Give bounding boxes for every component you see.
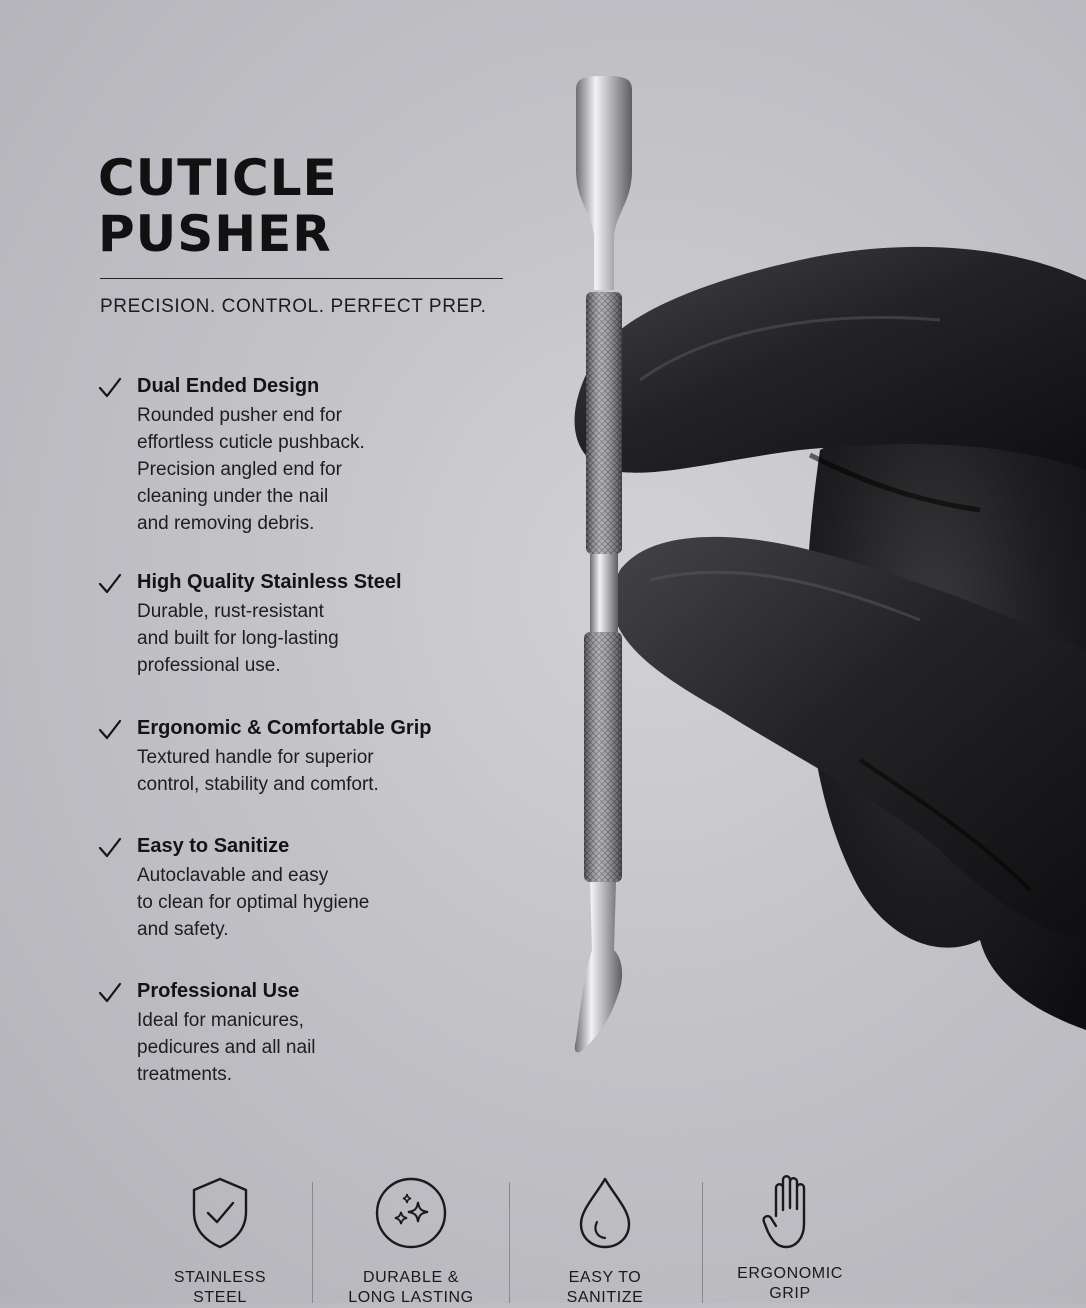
feature-title: Ergonomic & Comfortable Grip: [137, 717, 432, 739]
feature-line: control, stability and comfort.: [137, 774, 379, 795]
badge-label-line: STEEL: [193, 1289, 247, 1306]
feature-professional-use: [98, 979, 518, 1088]
feature-stainless-steel: [98, 570, 518, 679]
badge-label-line: EASY TO: [568, 1269, 642, 1286]
feature-description: [137, 402, 518, 537]
feature-line: and built for long-lasting: [137, 628, 339, 649]
tagline: PRECISION. CONTROL. PERFECT PREP.: [100, 296, 487, 317]
badge-divider: [312, 1182, 313, 1303]
title-divider: [100, 278, 503, 279]
feature-description: [137, 744, 518, 798]
badge-ergonomic-grip: [720, 1172, 860, 1304]
product-title-line-2: PUSHER: [98, 205, 332, 263]
feature-line: and safety.: [137, 919, 229, 940]
product-title: [98, 150, 338, 262]
badge-durable: [330, 1176, 492, 1308]
badge-stainless-steel: [150, 1176, 290, 1308]
feature-line: Precision angled end for: [137, 459, 342, 480]
product-title-line-1: CUTICLE: [98, 149, 338, 207]
badge-label: [330, 1268, 492, 1308]
feature-description: [137, 1007, 518, 1088]
feature-line: Rounded pusher end for: [137, 405, 342, 426]
feature-line: cleaning under the nail: [137, 486, 329, 507]
badge-label-line: SANITIZE: [566, 1289, 644, 1306]
check-icon: [98, 376, 122, 400]
feature-title: Easy to Sanitize: [137, 835, 290, 857]
badge-divider: [509, 1182, 510, 1303]
shield-check-icon: [190, 1176, 250, 1250]
feature-easy-sanitize: [98, 834, 518, 943]
check-icon: [98, 572, 122, 596]
feature-line: Autoclavable and easy: [137, 865, 329, 886]
feature-line: and removing debris.: [137, 513, 315, 534]
feature-line: Textured handle for superior: [137, 747, 374, 768]
droplet-icon: [577, 1176, 633, 1250]
badge-label: [720, 1264, 860, 1304]
feature-line: professional use.: [137, 655, 281, 676]
feature-line: treatments.: [137, 1064, 233, 1085]
check-icon: [98, 836, 122, 860]
feature-title: Dual Ended Design: [137, 375, 320, 397]
badge-label-line: ERGONOMIC: [737, 1265, 843, 1282]
feature-line: Ideal for manicures,: [137, 1010, 304, 1031]
badge-label-line: GRIP: [769, 1285, 811, 1302]
feature-description: [137, 862, 518, 943]
feature-ergonomic-grip: [98, 716, 518, 798]
feature-title: Professional Use: [137, 980, 300, 1002]
check-icon: [98, 718, 122, 742]
feature-line: effortless cuticle pushback.: [137, 432, 365, 453]
feature-line: to clean for optimal hygiene: [137, 892, 370, 913]
badge-label-line: LONG LASTING: [348, 1289, 474, 1306]
cuticle-pusher-image: [560, 70, 650, 1060]
badge-label: [150, 1268, 290, 1308]
feature-title: High Quality Stainless Steel: [137, 571, 402, 593]
badge-label-line: DURABLE &: [362, 1269, 460, 1286]
badge-easy-sanitize: [540, 1176, 670, 1308]
badge-divider: [702, 1182, 703, 1303]
benefit-badges: [0, 1170, 1086, 1306]
check-icon: [98, 981, 122, 1005]
feature-line: Durable, rust-resistant: [137, 601, 324, 622]
badge-label: [540, 1268, 670, 1308]
feature-dual-ended: [98, 374, 518, 537]
feature-line: pedicures and all nail: [137, 1037, 316, 1058]
hand-icon: [762, 1172, 818, 1250]
badge-label-line: STAINLESS: [173, 1269, 267, 1286]
feature-description: [137, 598, 518, 679]
sparkle-circle-icon: [374, 1176, 448, 1250]
